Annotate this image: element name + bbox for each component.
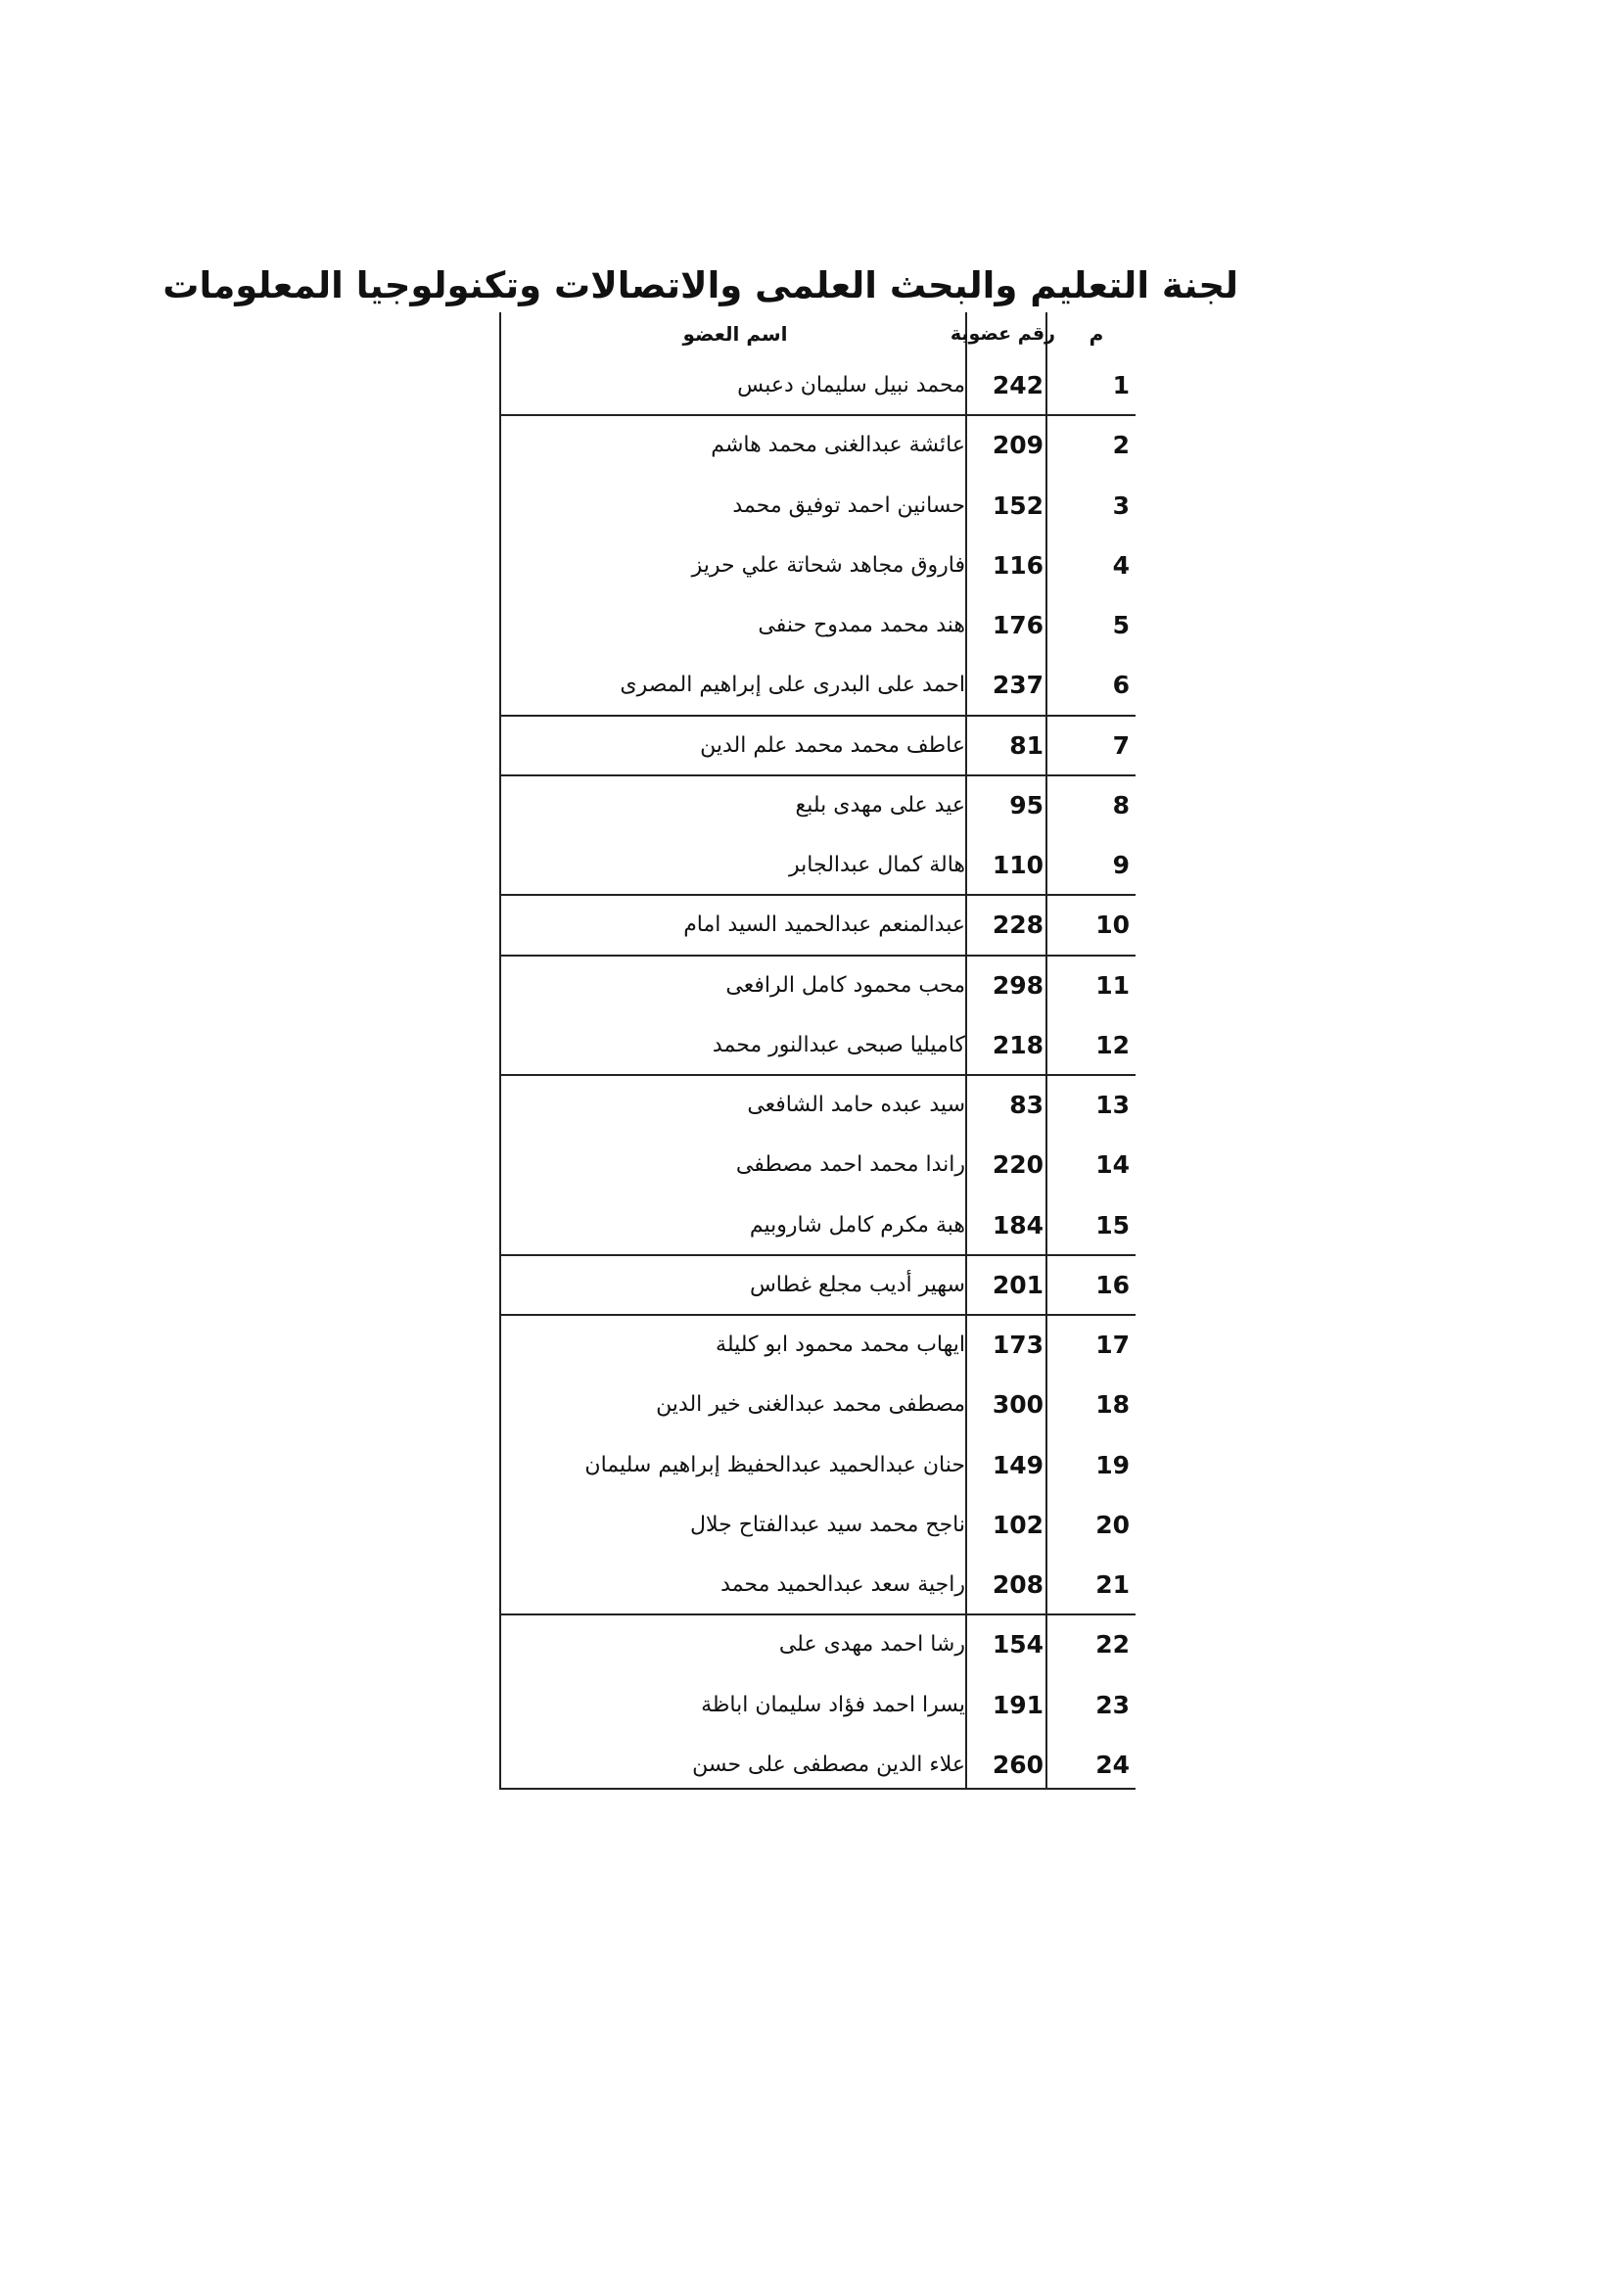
member-name-cell: ناجح محمد سيد عبدالفتاح جلال <box>690 1512 965 1537</box>
index-cell: 24 <box>1095 1750 1130 1779</box>
index-cell: 22 <box>1095 1630 1130 1660</box>
index-cell: 5 <box>1112 611 1130 639</box>
members-table <box>499 312 1136 1790</box>
member-name-cell: فاروق مجاهد شحاتة علي حريز <box>691 552 965 578</box>
index-cell: 3 <box>1112 491 1130 520</box>
membership-number-cell: 102 <box>992 1510 1044 1539</box>
index-cell: 1 <box>1112 371 1130 399</box>
member-name-cell: كاميليا صبحى عبدالنور محمد <box>712 1032 965 1057</box>
member-name-cell: حنان عبدالحميد عبدالحفيظ إبراهيم سليمان <box>584 1452 965 1477</box>
header-membership-number: رقم عضوية <box>950 323 1055 345</box>
member-name-cell: عائشة عبدالغنى محمد هاشم <box>711 433 965 458</box>
index-cell: 18 <box>1095 1390 1130 1420</box>
index-cell: 20 <box>1095 1510 1130 1539</box>
membership-number-cell: 176 <box>992 611 1044 639</box>
header-member-name: اسم العضو <box>682 322 788 346</box>
member-name-cell: راجية سعد عبدالحميد محمد <box>720 1572 965 1597</box>
member-name-cell: احمد على البدرى على إبراهيم المصرى <box>620 673 965 698</box>
member-name-cell: عاطف محمد محمد علم الدين <box>700 732 965 758</box>
member-name-cell: سهير أديب مجلع غطاس <box>749 1272 965 1297</box>
membership-number-cell: 242 <box>992 371 1044 399</box>
member-name-cell: هند محمد ممدوح حنفى <box>758 613 965 637</box>
index-cell: 11 <box>1095 970 1130 1000</box>
member-name-cell: عيد على مهدى بلبع <box>795 792 965 818</box>
membership-number-cell: 95 <box>1009 790 1044 819</box>
membership-number-cell: 116 <box>992 550 1044 580</box>
membership-number-cell: 191 <box>992 1690 1044 1719</box>
index-cell: 4 <box>1112 550 1130 580</box>
index-cell: 13 <box>1095 1091 1130 1119</box>
membership-number-cell: 110 <box>992 851 1044 879</box>
membership-number-cell: 81 <box>1009 730 1044 760</box>
member-name-cell: عبدالمنعم عبدالحميد السيد امام <box>683 912 965 938</box>
membership-number-cell: 201 <box>992 1270 1044 1299</box>
member-name-cell: سيد عبده حامد الشافعى <box>747 1093 965 1117</box>
index-cell: 16 <box>1095 1270 1130 1299</box>
membership-number-cell: 154 <box>992 1630 1044 1660</box>
membership-number-cell: 300 <box>992 1390 1044 1420</box>
group-divider <box>499 1613 1136 1615</box>
group-divider <box>499 715 1136 717</box>
membership-number-cell: 220 <box>992 1150 1044 1180</box>
group-divider <box>499 955 1136 957</box>
member-name-cell: مصطفى محمد عبدالغنى خير الدين <box>656 1392 965 1418</box>
membership-number-cell: 152 <box>992 491 1044 520</box>
index-cell: 7 <box>1112 730 1130 760</box>
group-divider <box>499 894 1136 896</box>
membership-number-cell: 184 <box>992 1210 1044 1239</box>
member-name-cell: راندا محمد احمد مصطفى <box>735 1152 965 1178</box>
membership-number-cell: 228 <box>992 911 1044 940</box>
membership-number-cell: 237 <box>992 671 1044 700</box>
membership-number-cell: 208 <box>992 1570 1044 1599</box>
index-cell: 17 <box>1095 1331 1130 1359</box>
member-name-cell: هالة كمال عبدالجابر <box>789 853 965 877</box>
member-name-cell: هبة مكرم كامل شاروبيم <box>749 1212 965 1238</box>
group-divider <box>499 414 1136 416</box>
group-divider <box>499 1254 1136 1256</box>
index-cell: 9 <box>1112 851 1130 879</box>
member-name-cell: محب محمود كامل الرافعى <box>725 972 965 998</box>
membership-number-cell: 83 <box>1009 1091 1044 1119</box>
index-cell: 15 <box>1095 1210 1130 1239</box>
index-cell: 21 <box>1095 1570 1130 1599</box>
index-cell: 23 <box>1095 1690 1130 1719</box>
member-name-cell: محمد نبيل سليمان دعبس <box>737 373 965 397</box>
member-name-cell: حسانين احمد توفيق محمد <box>732 492 965 518</box>
index-cell: 12 <box>1095 1030 1130 1059</box>
membership-number-cell: 260 <box>992 1750 1044 1779</box>
member-name-cell: علاء الدين مصطفى على حسن <box>692 1752 965 1777</box>
document-title: لجنة التعليم والبحث العلمى والاتصالات وتكنولوجيا المعلومات <box>162 264 1238 306</box>
membership-number-cell: 173 <box>992 1331 1044 1359</box>
index-cell: 6 <box>1112 671 1130 700</box>
index-cell: 2 <box>1112 431 1130 460</box>
member-name-cell: يسرا احمد فؤاد سليمان اباظة <box>701 1692 965 1717</box>
membership-number-cell: 298 <box>992 970 1044 1000</box>
group-divider <box>499 774 1136 776</box>
membership-number-cell: 218 <box>992 1030 1044 1059</box>
header-index: م <box>1089 322 1104 346</box>
index-cell: 19 <box>1095 1450 1130 1479</box>
group-divider <box>499 1314 1136 1316</box>
index-cell: 8 <box>1112 790 1130 819</box>
membership-number-cell: 209 <box>992 431 1044 460</box>
group-divider <box>499 1074 1136 1076</box>
member-name-cell: ايهاب محمد محمود ابو كليلة <box>716 1333 965 1357</box>
index-cell: 10 <box>1095 911 1130 940</box>
member-name-cell: رشا احمد مهدى على <box>778 1632 965 1658</box>
membership-number-cell: 149 <box>992 1450 1044 1479</box>
index-cell: 14 <box>1095 1150 1130 1180</box>
